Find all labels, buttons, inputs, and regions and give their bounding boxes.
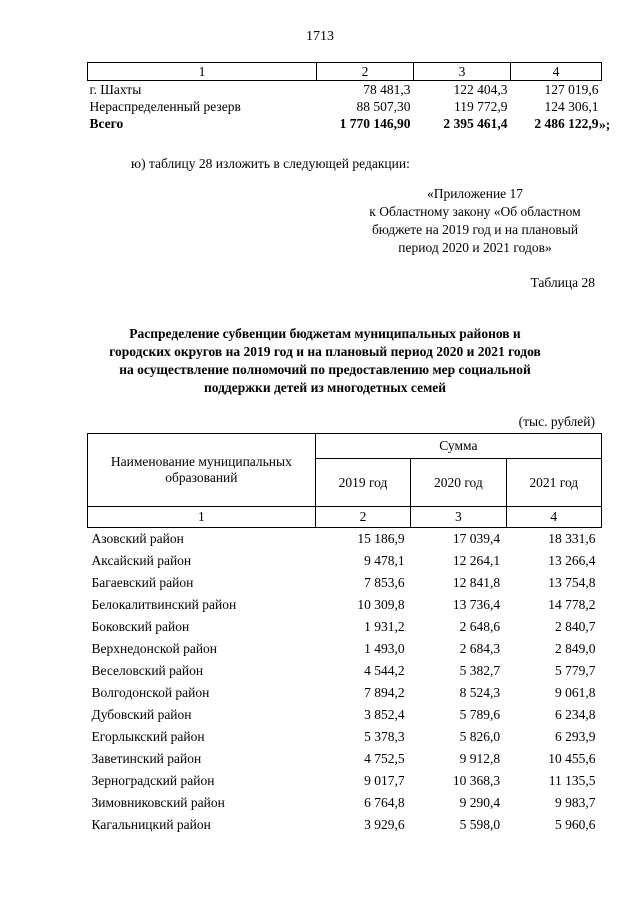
amount-cell: 14 778,2 <box>548 597 596 612</box>
amount-cell: 9 290,4 <box>459 795 501 810</box>
municipality-name: Аксайский район <box>91 553 192 568</box>
municipality-name: Азовский район <box>91 531 184 546</box>
amount-cell: 13 266,4 <box>548 553 596 568</box>
amount-cell: 2 849,0 <box>555 641 596 656</box>
amount-cell: 10 455,6 <box>548 751 596 766</box>
table-row <box>88 792 602 814</box>
table-row <box>88 638 602 660</box>
amount-cell: 1 493,0 <box>364 641 405 656</box>
table-row <box>88 98 602 115</box>
column-header-year: 2020 год <box>411 459 506 507</box>
row-value: 78 481,3 <box>363 82 411 97</box>
amount-cell: 2 684,3 <box>459 641 501 656</box>
amount-cell: 10 309,8 <box>357 597 405 612</box>
amount-cell: 3 852,4 <box>364 707 405 722</box>
amount-cell: 4 544,2 <box>364 663 405 678</box>
total-value: 2 486 122,9 <box>534 116 599 131</box>
units-note: (тыс. рублей) <box>518 414 595 429</box>
header-cell: 4 <box>511 63 602 81</box>
amount-cell: 5 960,6 <box>555 817 596 832</box>
municipality-name: Боковский район <box>91 619 190 634</box>
previous-table-header <box>88 63 602 81</box>
municipality-name: Дубовский район <box>91 707 192 722</box>
header-cell: 1 <box>88 63 317 81</box>
municipality-name: Зерноградский район <box>91 773 215 788</box>
amount-cell: 9 061,8 <box>555 685 596 700</box>
amount-cell: 2 840,7 <box>555 619 596 634</box>
amount-cell: 5 378,3 <box>364 729 405 744</box>
amount-cell: 12 841,8 <box>452 575 501 590</box>
municipality-name: Багаевский район <box>91 575 194 590</box>
amount-cell: 9 017,7 <box>364 773 405 788</box>
table-row <box>88 528 602 551</box>
amount-cell: 5 382,7 <box>459 663 501 678</box>
total-label: Всего <box>89 116 124 131</box>
amount-cell: 9 478,1 <box>364 553 405 568</box>
amount-cell: 10 368,3 <box>452 773 501 788</box>
instruction-text: ю) таблицу 28 изложить в следующей редакции: <box>131 156 410 171</box>
appendix-reference <box>344 185 606 257</box>
amount-cell: 13 754,8 <box>548 575 596 590</box>
table-row <box>88 660 602 682</box>
amount-cell: 8 524,3 <box>459 685 501 700</box>
municipality-name: Верхнедонской район <box>91 641 218 656</box>
index-cell: 2 <box>315 507 410 528</box>
total-value: 2 395 461,4 <box>443 116 508 131</box>
row-name: г. Шахты <box>89 82 142 97</box>
column-header-sum: Сумма <box>315 434 601 459</box>
header-cell: 3 <box>414 63 511 81</box>
amount-cell: 3 929,6 <box>364 817 405 832</box>
municipality-name: Зимовниковский район <box>91 795 225 810</box>
municipality-name: Волгодонской район <box>91 685 210 700</box>
total-value: 1 770 146,90 <box>339 116 411 131</box>
amount-cell: 9 912,8 <box>459 751 501 766</box>
amount-cell: 5 598,0 <box>459 817 501 832</box>
amount-cell: 6 234,8 <box>555 707 596 722</box>
municipality-name: Белокалитвинский район <box>91 597 237 612</box>
appendix-line: «Приложение 17 <box>426 186 524 201</box>
amount-cell: 12 264,1 <box>452 553 501 568</box>
amount-cell: 4 752,5 <box>364 751 405 766</box>
subvention-table <box>87 433 602 836</box>
municipality-name: Егорлыкский район <box>91 729 205 744</box>
table-row <box>88 814 602 836</box>
row-value: 119 772,9 <box>454 99 508 114</box>
row-value: 122 404,3 <box>453 82 508 97</box>
table-row <box>88 616 602 638</box>
table-row <box>88 726 602 748</box>
title-line: на осуществление полномочий по предоставлению мер социальной <box>119 362 531 377</box>
title-line: Распределение субвенции бюджетам муниципальных районов и <box>129 326 521 341</box>
appendix-line: период 2020 и 2021 годов» <box>398 240 552 255</box>
header-cell: 2 <box>317 63 414 81</box>
title-line: поддержки детей из многодетных семей <box>203 380 447 395</box>
table-row <box>88 550 602 572</box>
amount-cell: 6 764,8 <box>364 795 405 810</box>
municipality-name: Кагальницкий район <box>91 817 211 832</box>
table-row <box>88 81 602 99</box>
row-value: 127 019,6 <box>544 82 599 97</box>
column-header-year: 2019 год <box>315 459 410 507</box>
amount-cell: 13 736,4 <box>452 597 501 612</box>
closing-quote: »; <box>599 117 611 132</box>
table-row <box>88 682 602 704</box>
amount-cell: 18 331,6 <box>548 531 596 546</box>
title-line: городских округов на 2019 год и на плановый период 2020 и 2021 годов <box>109 344 541 359</box>
column-index-row <box>88 507 602 528</box>
amount-cell: 15 186,9 <box>357 531 405 546</box>
amount-cell: 5 779,7 <box>555 663 596 678</box>
amount-cell: 5 826,0 <box>459 729 501 744</box>
municipality-name: Заветинский район <box>91 751 202 766</box>
index-cell: 4 <box>506 507 601 528</box>
appendix-line: к Областному закону «Об областном <box>369 204 581 219</box>
appendix-line: бюджете на 2019 год и на плановый <box>371 222 579 237</box>
row-value: 88 507,30 <box>356 99 411 114</box>
column-header-name: Наименование муниципальных образований <box>88 434 316 507</box>
amount-cell: 5 789,6 <box>459 707 501 722</box>
amount-cell: 1 931,2 <box>364 619 405 634</box>
table-label: Таблица 28 <box>530 275 595 290</box>
table-row <box>88 572 602 594</box>
amount-cell: 9 983,7 <box>555 795 596 810</box>
amount-cell: 17 039,4 <box>452 531 501 546</box>
table-row <box>88 748 602 770</box>
table-row <box>88 594 602 616</box>
municipality-name: Веселовский район <box>91 663 204 678</box>
table-row <box>88 770 602 792</box>
index-cell: 3 <box>411 507 506 528</box>
row-value: 124 306,1 <box>544 99 599 114</box>
amount-cell: 6 293,9 <box>555 729 596 744</box>
amount-cell: 11 135,5 <box>548 773 596 788</box>
amount-cell: 2 648,6 <box>459 619 501 634</box>
table-row <box>88 704 602 726</box>
amount-cell: 7 853,6 <box>364 575 405 590</box>
table-title <box>80 325 570 397</box>
index-cell: 1 <box>88 507 316 528</box>
previous-table <box>87 62 602 132</box>
column-header-year: 2021 год <box>506 459 601 507</box>
amount-cell: 7 894,2 <box>364 685 405 700</box>
row-name: Нераспределенный резерв <box>89 99 241 114</box>
total-row <box>88 115 602 132</box>
page-number: 1713 <box>306 29 334 44</box>
